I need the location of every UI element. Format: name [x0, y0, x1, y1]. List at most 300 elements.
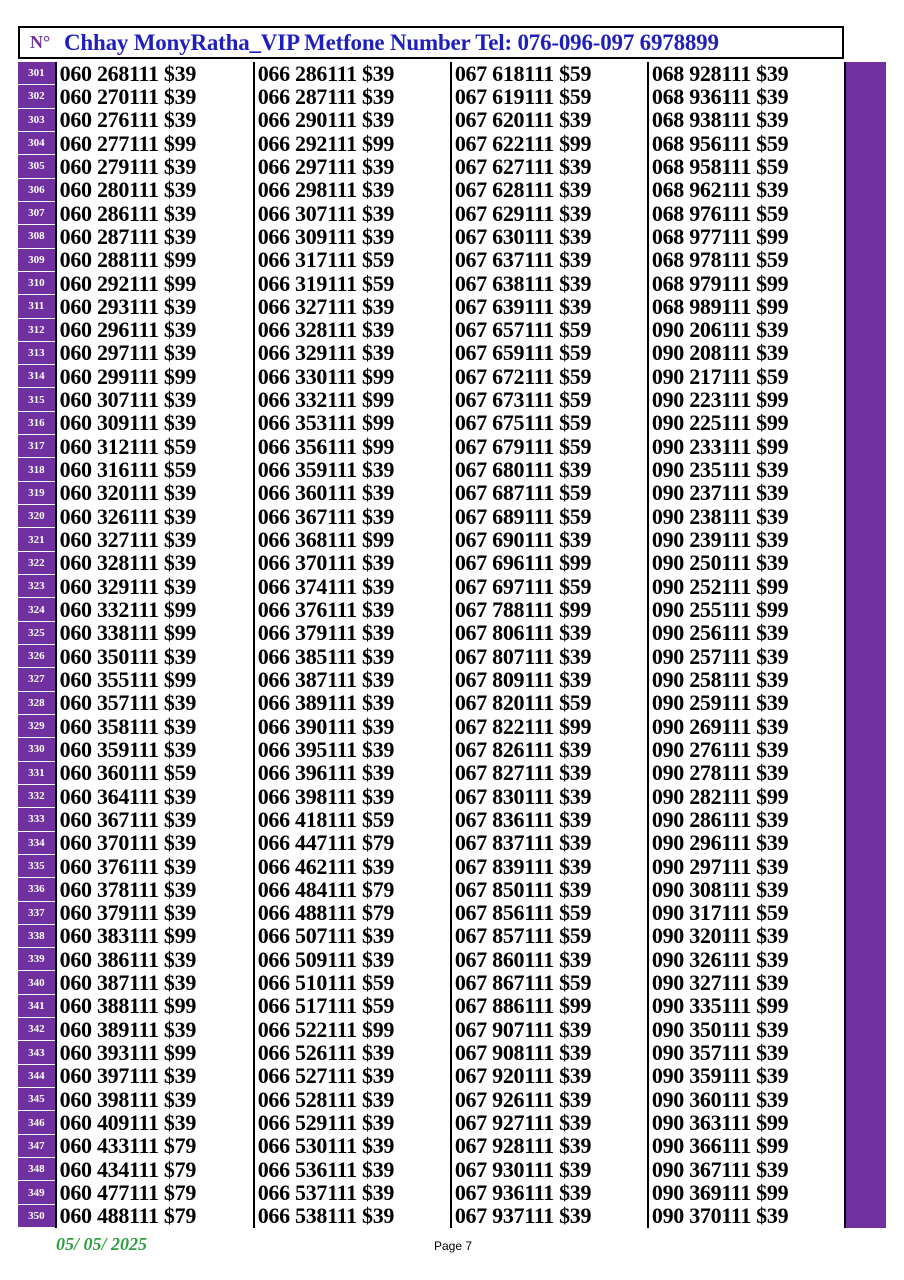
- phone-number-price-cell: 090 359111 $39: [647, 1065, 844, 1088]
- phone-number-price-cell: 068 978111 $59: [647, 249, 844, 272]
- phone-number-price-cell: 060 287111 $39: [55, 225, 253, 248]
- row-number: 350: [18, 1205, 55, 1228]
- row-number: 331: [18, 762, 55, 785]
- phone-number-price-cell: 068 979111 $99: [647, 272, 844, 295]
- row-number: 323: [18, 575, 55, 598]
- phone-number-price-cell: 066 297111 $39: [253, 155, 450, 178]
- phone-number-price-cell: 060 434111 $79: [55, 1158, 253, 1181]
- phone-number-price-cell: 067 927111 $39: [450, 1111, 647, 1134]
- phone-number-price-cell: 090 350111 $39: [647, 1018, 844, 1041]
- row-number: 302: [18, 85, 55, 108]
- phone-number-price-cell: 067 620111 $39: [450, 109, 647, 132]
- row-number: 301: [18, 62, 55, 85]
- table-row: [18, 925, 844, 948]
- phone-number-price-cell: 066 328111 $39: [253, 319, 450, 342]
- phone-number-price-cell: 066 536111 $39: [253, 1158, 450, 1181]
- phone-number-price-cell: 066 317111 $59: [253, 249, 450, 272]
- table-row: [18, 692, 844, 715]
- row-number: 315: [18, 388, 55, 411]
- phone-number-price-cell: 066 367111 $39: [253, 505, 450, 528]
- phone-number-price-cell: 067 926111 $39: [450, 1088, 647, 1111]
- phone-number-price-cell: 067 807111 $39: [450, 645, 647, 668]
- table-row: [18, 272, 844, 295]
- footer-date: 05/ 05/ 2025: [56, 1234, 148, 1254]
- phone-number-price-cell: 066 488111 $79: [253, 902, 450, 925]
- table-row: [18, 552, 844, 575]
- phone-number-price-cell: 066 290111 $39: [253, 109, 450, 132]
- row-number: 326: [18, 645, 55, 668]
- phone-number-price-cell: 066 356111 $99: [253, 435, 450, 458]
- phone-number-price-cell: 066 398111 $39: [253, 785, 450, 808]
- table-row: [18, 412, 844, 435]
- phone-number-price-cell: 090 233111 $99: [647, 435, 844, 458]
- row-number: 310: [18, 272, 55, 295]
- phone-number-price-cell: 067 627111 $39: [450, 155, 647, 178]
- phone-number-price-cell: 067 937111 $39: [450, 1205, 647, 1228]
- phone-number-price-cell: 060 327111 $39: [55, 528, 253, 551]
- table-row: [18, 1181, 844, 1204]
- row-number: 318: [18, 458, 55, 481]
- phone-number-price-cell: 068 989111 $99: [647, 295, 844, 318]
- phone-number-price-cell: 060 288111 $99: [55, 249, 253, 272]
- row-number: 348: [18, 1158, 55, 1181]
- table-row: [18, 505, 844, 528]
- phone-number-price-cell: 090 296111 $39: [647, 832, 844, 855]
- phone-number-price-cell: 060 309111 $39: [55, 412, 253, 435]
- row-number: 306: [18, 179, 55, 202]
- phone-number-price-cell: 060 286111 $39: [55, 202, 253, 225]
- phone-number-price-cell: 066 526111 $39: [253, 1041, 450, 1064]
- table-row: [18, 668, 844, 691]
- row-number: 344: [18, 1065, 55, 1088]
- phone-number-price-cell: 090 370111 $39: [647, 1205, 844, 1228]
- row-number: 330: [18, 738, 55, 761]
- row-number: 307: [18, 202, 55, 225]
- row-number: 329: [18, 715, 55, 738]
- row-number: 314: [18, 365, 55, 388]
- phone-number-price-cell: 090 206111 $39: [647, 319, 844, 342]
- phone-number-price-cell: 060 328111 $39: [55, 552, 253, 575]
- phone-number-price-cell: 067 638111 $39: [450, 272, 647, 295]
- header-number-label: N°: [30, 32, 51, 52]
- phone-number-price-cell: 060 332111 $99: [55, 598, 253, 621]
- phone-number-price-cell: 067 689111 $59: [450, 505, 647, 528]
- phone-number-price-cell: 060 388111 $99: [55, 995, 253, 1018]
- phone-number-price-cell: 066 292111 $99: [253, 132, 450, 155]
- phone-number-price-cell: 060 316111 $59: [55, 458, 253, 481]
- phone-number-price-cell: 060 379111 $39: [55, 902, 253, 925]
- phone-number-price-cell: 066 389111 $39: [253, 692, 450, 715]
- phone-number-price-cell: 067 806111 $39: [450, 622, 647, 645]
- phone-number-price-cell: 090 239111 $39: [647, 528, 844, 551]
- phone-number-price-cell: 090 367111 $39: [647, 1158, 844, 1181]
- phone-number-price-cell: 060 433111 $79: [55, 1135, 253, 1158]
- phone-number-price-cell: 060 359111 $39: [55, 738, 253, 761]
- row-number: 345: [18, 1088, 55, 1111]
- phone-number-price-cell: 067 907111 $39: [450, 1018, 647, 1041]
- row-number: 312: [18, 319, 55, 342]
- phone-number-price-cell: 090 252111 $99: [647, 575, 844, 598]
- table-row: [18, 388, 844, 411]
- phone-number-price-cell: 068 976111 $59: [647, 202, 844, 225]
- phone-number-price-cell: 066 390111 $39: [253, 715, 450, 738]
- phone-number-price-cell: 060 397111 $39: [55, 1065, 253, 1088]
- phone-number-price-cell: 067 619111 $59: [450, 85, 647, 108]
- phone-number-price-cell: 066 387111 $39: [253, 668, 450, 691]
- phone-number-price-cell: 060 389111 $39: [55, 1018, 253, 1041]
- phone-number-price-cell: 067 837111 $39: [450, 832, 647, 855]
- row-number: 341: [18, 995, 55, 1018]
- phone-number-price-cell: 067 680111 $39: [450, 458, 647, 481]
- row-number: 342: [18, 1018, 55, 1041]
- phone-number-price-cell: 067 826111 $39: [450, 738, 647, 761]
- phone-number-price-cell: 067 822111 $99: [450, 715, 647, 738]
- phone-number-price-cell: 066 462111 $39: [253, 855, 450, 878]
- phone-number-price-cell: 067 908111 $39: [450, 1041, 647, 1064]
- phone-number-price-cell: 066 376111 $39: [253, 598, 450, 621]
- phone-number-price-cell: 090 256111 $39: [647, 622, 844, 645]
- phone-number-price-cell: 060 312111 $59: [55, 435, 253, 458]
- phone-number-price-cell: 090 308111 $39: [647, 878, 844, 901]
- phone-number-price-cell: 090 317111 $59: [647, 902, 844, 925]
- table-row: [18, 832, 844, 855]
- phone-number-price-cell: 067 836111 $39: [450, 808, 647, 831]
- row-number: 305: [18, 155, 55, 178]
- phone-number-price-cell: 066 537111 $39: [253, 1181, 450, 1204]
- phone-number-price-cell: 066 530111 $39: [253, 1135, 450, 1158]
- phone-number-price-cell: 060 296111 $39: [55, 319, 253, 342]
- phone-number-price-cell: 090 235111 $39: [647, 458, 844, 481]
- row-number: 334: [18, 832, 55, 855]
- phone-number-price-cell: 090 223111 $99: [647, 388, 844, 411]
- phone-number-price-cell: 066 507111 $39: [253, 925, 450, 948]
- table-row: [18, 575, 844, 598]
- phone-number-price-cell: 090 237111 $39: [647, 482, 844, 505]
- phone-number-price-cell: 060 370111 $39: [55, 832, 253, 855]
- table-row: [18, 622, 844, 645]
- phone-number-price-cell: 066 447111 $79: [253, 832, 450, 855]
- phone-number-price-cell: 066 509111 $39: [253, 948, 450, 971]
- phone-number-price-cell: 068 962111 $39: [647, 179, 844, 202]
- table-row: [18, 342, 844, 365]
- row-number: 313: [18, 342, 55, 365]
- table-row: [18, 1088, 844, 1111]
- phone-number-price-cell: 067 920111 $39: [450, 1065, 647, 1088]
- phone-number-price-cell: 066 286111 $39: [253, 62, 450, 85]
- row-number: 303: [18, 109, 55, 132]
- table-row: [18, 1158, 844, 1181]
- phone-number-price-cell: 067 788111 $99: [450, 598, 647, 621]
- phone-number-price-cell: 090 327111 $39: [647, 971, 844, 994]
- phone-number-price-cell: 066 538111 $39: [253, 1205, 450, 1228]
- phone-number-price-cell: 060 350111 $39: [55, 645, 253, 668]
- phone-number-price-cell: 066 379111 $39: [253, 622, 450, 645]
- phone-number-price-cell: 060 292111 $99: [55, 272, 253, 295]
- row-number: 338: [18, 925, 55, 948]
- table-row: [18, 1041, 844, 1064]
- phone-number-price-cell: 068 958111 $59: [647, 155, 844, 178]
- phone-number-price-cell: 090 208111 $39: [647, 342, 844, 365]
- phone-number-price-cell: 066 527111 $39: [253, 1065, 450, 1088]
- row-number: 304: [18, 132, 55, 155]
- phone-number-price-cell: 068 938111 $39: [647, 109, 844, 132]
- phone-number-price-cell: 066 307111 $39: [253, 202, 450, 225]
- phone-number-price-cell: 066 528111 $39: [253, 1088, 450, 1111]
- phone-number-price-cell: 060 277111 $99: [55, 132, 253, 155]
- row-number: 347: [18, 1135, 55, 1158]
- phone-number-price-cell: 067 639111 $39: [450, 295, 647, 318]
- table-row: [18, 715, 844, 738]
- phone-number-price-cell: 060 355111 $99: [55, 668, 253, 691]
- phone-number-price-cell: 060 320111 $39: [55, 482, 253, 505]
- row-number: 339: [18, 948, 55, 971]
- phone-number-price-cell: 060 409111 $39: [55, 1111, 253, 1134]
- phone-number-price-cell: 067 618111 $59: [450, 62, 647, 85]
- table-row: [18, 202, 844, 225]
- phone-number-price-cell: 060 276111 $39: [55, 109, 253, 132]
- table-row: [18, 855, 844, 878]
- phone-number-price-cell: 060 299111 $99: [55, 365, 253, 388]
- phone-number-price-cell: 068 977111 $99: [647, 225, 844, 248]
- phone-number-price-cell: 067 690111 $39: [450, 528, 647, 551]
- table-row: [18, 948, 844, 971]
- table-row: [18, 109, 844, 132]
- table-row: [18, 179, 844, 202]
- phone-number-price-cell: 060 268111 $39: [55, 62, 253, 85]
- phone-number-price-cell: 066 353111 $99: [253, 412, 450, 435]
- phone-number-price-cell: 090 360111 $39: [647, 1088, 844, 1111]
- right-accent-bar: [846, 62, 886, 1228]
- phone-number-price-cell: 090 225111 $99: [647, 412, 844, 435]
- phone-number-price-cell: 067 809111 $39: [450, 668, 647, 691]
- phone-number-price-cell: 090 366111 $99: [647, 1135, 844, 1158]
- phone-number-price-cell: 067 657111 $59: [450, 319, 647, 342]
- phone-number-price-cell: 060 358111 $39: [55, 715, 253, 738]
- row-number: 349: [18, 1181, 55, 1204]
- phone-number-price-cell: 060 488111 $79: [55, 1205, 253, 1228]
- table-row: [18, 785, 844, 808]
- table-row: [18, 528, 844, 551]
- phone-number-price-cell: 060 279111 $39: [55, 155, 253, 178]
- table-row: [18, 1018, 844, 1041]
- phone-number-price-cell: 067 857111 $59: [450, 925, 647, 948]
- phone-number-price-cell: 066 529111 $39: [253, 1111, 450, 1134]
- phone-number-price-cell: 067 675111 $59: [450, 412, 647, 435]
- phone-number-price-cell: 066 330111 $99: [253, 365, 450, 388]
- phone-number-price-cell: 067 673111 $59: [450, 388, 647, 411]
- phone-number-price-cell: 090 269111 $39: [647, 715, 844, 738]
- phone-number-price-cell: 067 856111 $59: [450, 902, 647, 925]
- phone-number-price-cell: 066 522111 $99: [253, 1018, 450, 1041]
- row-number: 321: [18, 528, 55, 551]
- phone-number-price-cell: 060 307111 $39: [55, 388, 253, 411]
- table-row: [18, 1135, 844, 1158]
- row-number: 335: [18, 855, 55, 878]
- phone-number-price-cell: 060 357111 $39: [55, 692, 253, 715]
- table-row: [18, 132, 844, 155]
- phone-number-price-cell: 090 335111 $99: [647, 995, 844, 1018]
- phone-number-price-cell: 090 276111 $39: [647, 738, 844, 761]
- row-number: 328: [18, 692, 55, 715]
- phone-number-price-cell: 067 886111 $99: [450, 995, 647, 1018]
- phone-number-price-cell: 067 839111 $39: [450, 855, 647, 878]
- phone-number-price-cell: 060 386111 $39: [55, 948, 253, 971]
- table-row: [18, 878, 844, 901]
- row-number: 309: [18, 249, 55, 272]
- phone-number-price-cell: 066 517111 $59: [253, 995, 450, 1018]
- table-row: [18, 295, 844, 318]
- row-number: 337: [18, 902, 55, 925]
- row-number: 308: [18, 225, 55, 248]
- row-number: 336: [18, 878, 55, 901]
- row-number: 346: [18, 1111, 55, 1134]
- phone-number-price-cell: 067 850111 $39: [450, 878, 647, 901]
- phone-number-price-cell: 067 867111 $59: [450, 971, 647, 994]
- table-row: [18, 365, 844, 388]
- table-row: [18, 1065, 844, 1088]
- phone-number-price-cell: 066 418111 $59: [253, 808, 450, 831]
- page-header: [18, 26, 844, 59]
- phone-number-price-cell: 090 238111 $39: [647, 505, 844, 528]
- phone-number-price-cell: 090 278111 $39: [647, 762, 844, 785]
- row-number: 327: [18, 668, 55, 691]
- phone-number-price-cell: 060 270111 $39: [55, 85, 253, 108]
- table-row: [18, 225, 844, 248]
- row-number: 333: [18, 808, 55, 831]
- phone-number-price-cell: 067 860111 $39: [450, 948, 647, 971]
- phone-number-price-cell: 066 370111 $39: [253, 552, 450, 575]
- phone-number-price-cell: 060 393111 $99: [55, 1041, 253, 1064]
- phone-number-price-cell: 090 326111 $39: [647, 948, 844, 971]
- phone-number-price-cell: 090 259111 $39: [647, 692, 844, 715]
- phone-number-price-cell: 067 930111 $39: [450, 1158, 647, 1181]
- phone-number-price-cell: 060 477111 $79: [55, 1181, 253, 1204]
- phone-number-price-cell: 067 830111 $39: [450, 785, 647, 808]
- phone-number-price-cell: 090 255111 $99: [647, 598, 844, 621]
- phone-number-price-cell: 067 928111 $39: [450, 1135, 647, 1158]
- phone-number-price-cell: 068 956111 $59: [647, 132, 844, 155]
- table-row: [18, 645, 844, 668]
- table-row: [18, 85, 844, 108]
- phone-number-price-cell: 066 374111 $39: [253, 575, 450, 598]
- row-number: 316: [18, 412, 55, 435]
- phone-number-price-cell: 067 622111 $99: [450, 132, 647, 155]
- table-row: [18, 762, 844, 785]
- phone-number-price-cell: 060 326111 $39: [55, 505, 253, 528]
- table-row: [18, 435, 844, 458]
- table-row: [18, 249, 844, 272]
- phone-number-price-cell: 060 367111 $39: [55, 808, 253, 831]
- phone-number-price-cell: 066 484111 $79: [253, 878, 450, 901]
- phone-number-price-cell: 068 936111 $39: [647, 85, 844, 108]
- phone-number-price-cell: 066 332111 $99: [253, 388, 450, 411]
- header-title: Chhay MonyRatha_VIP Metfone Number Tel: 076-096-097 6978899: [64, 29, 719, 55]
- table-row: [18, 598, 844, 621]
- row-number: 324: [18, 598, 55, 621]
- phone-number-price-cell: 060 329111 $39: [55, 575, 253, 598]
- phone-number-price-cell: 066 309111 $39: [253, 225, 450, 248]
- row-number: 317: [18, 435, 55, 458]
- phone-number-price-cell: 060 297111 $39: [55, 342, 253, 365]
- phone-number-price-cell: 067 696111 $99: [450, 552, 647, 575]
- phone-number-price-cell: 060 338111 $99: [55, 622, 253, 645]
- phone-number-price-cell: 067 637111 $39: [450, 249, 647, 272]
- phone-number-price-cell: 090 363111 $99: [647, 1111, 844, 1134]
- phone-number-price-cell: 090 250111 $39: [647, 552, 844, 575]
- phone-number-price-cell: 066 395111 $39: [253, 738, 450, 761]
- row-number: 319: [18, 482, 55, 505]
- phone-number-price-cell: 066 360111 $39: [253, 482, 450, 505]
- phone-number-price-cell: 066 359111 $39: [253, 458, 450, 481]
- phone-number-price-cell: 060 398111 $39: [55, 1088, 253, 1111]
- phone-number-price-cell: 090 282111 $99: [647, 785, 844, 808]
- phone-number-price-cell: 067 820111 $59: [450, 692, 647, 715]
- phone-number-price-cell: 067 672111 $59: [450, 365, 647, 388]
- phone-number-price-cell: 067 659111 $59: [450, 342, 647, 365]
- phone-number-price-cell: 090 357111 $39: [647, 1041, 844, 1064]
- phone-number-price-cell: 060 387111 $39: [55, 971, 253, 994]
- phone-number-price-cell: 090 369111 $99: [647, 1181, 844, 1204]
- phone-number-price-cell: 066 298111 $39: [253, 179, 450, 202]
- phone-number-price-cell: 067 936111 $39: [450, 1181, 647, 1204]
- table-row: [18, 62, 844, 85]
- phone-number-price-cell: 066 319111 $59: [253, 272, 450, 295]
- phone-number-price-cell: 066 368111 $99: [253, 528, 450, 551]
- phone-number-price-cell: 060 378111 $39: [55, 878, 253, 901]
- page-number: Page 7: [434, 1239, 473, 1253]
- table-row: [18, 902, 844, 925]
- table-row: [18, 1205, 844, 1228]
- phone-number-price-cell: 090 320111 $39: [647, 925, 844, 948]
- table-row: [18, 738, 844, 761]
- row-number: 340: [18, 971, 55, 994]
- phone-number-price-cell: 060 360111 $59: [55, 762, 253, 785]
- phone-number-price-cell: 060 383111 $99: [55, 925, 253, 948]
- phone-number-price-cell: 066 329111 $39: [253, 342, 450, 365]
- phone-number-price-cell: 066 327111 $39: [253, 295, 450, 318]
- phone-number-price-cell: 067 679111 $59: [450, 435, 647, 458]
- phone-number-price-cell: 060 364111 $39: [55, 785, 253, 808]
- phone-number-price-cell: 090 297111 $39: [647, 855, 844, 878]
- row-number: 320: [18, 505, 55, 528]
- table-row: [18, 482, 844, 505]
- phone-number-price-cell: 067 629111 $39: [450, 202, 647, 225]
- phone-number-price-cell: 066 396111 $39: [253, 762, 450, 785]
- phone-number-price-cell: 066 385111 $39: [253, 645, 450, 668]
- number-price-table: [18, 62, 846, 1228]
- row-number: 343: [18, 1041, 55, 1064]
- row-number: 325: [18, 622, 55, 645]
- row-number: 322: [18, 552, 55, 575]
- phone-number-price-cell: 060 293111 $39: [55, 295, 253, 318]
- phone-number-price-cell: 067 628111 $39: [450, 179, 647, 202]
- phone-number-price-cell: 090 258111 $39: [647, 668, 844, 691]
- phone-number-price-cell: 067 687111 $59: [450, 482, 647, 505]
- table-row: [18, 1111, 844, 1134]
- phone-number-price-cell: 090 257111 $39: [647, 645, 844, 668]
- table-row: [18, 808, 844, 831]
- row-number: 311: [18, 295, 55, 318]
- table-row: [18, 995, 844, 1018]
- phone-number-price-cell: 060 376111 $39: [55, 855, 253, 878]
- table-row: [18, 319, 844, 342]
- phone-number-price-cell: 067 827111 $39: [450, 762, 647, 785]
- table-row: [18, 155, 844, 178]
- phone-number-price-cell: 066 287111 $39: [253, 85, 450, 108]
- phone-number-price-cell: 067 697111 $59: [450, 575, 647, 598]
- row-number: 332: [18, 785, 55, 808]
- table-row: [18, 458, 844, 481]
